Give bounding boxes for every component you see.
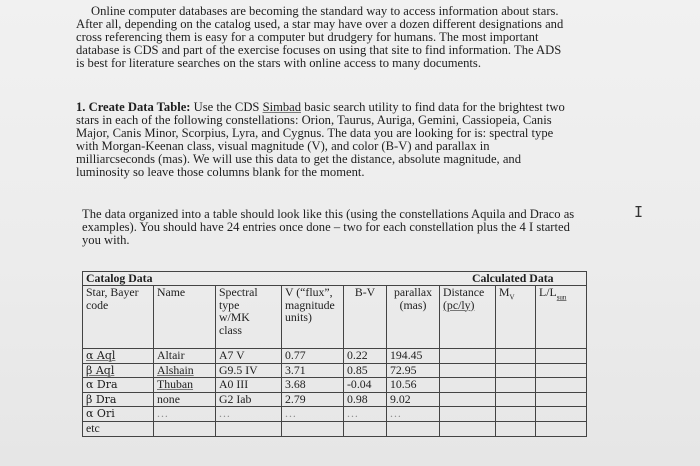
catalog-data-caption: Catalog Data: [83, 272, 216, 286]
cell-name: Alshain: [154, 363, 216, 378]
table-row: [83, 378, 587, 393]
cell-bv: 0.98: [344, 392, 387, 407]
cell-mv: [496, 363, 536, 378]
cell-code: β Dra: [83, 392, 154, 407]
cell-code: α Dra: [83, 378, 154, 393]
cell-mv: [496, 421, 536, 436]
cell-parallax: ...: [387, 407, 440, 422]
step2-line: examples). You should have 24 entries once done – two for each constellation plus the 4 I started: [82, 220, 570, 235]
cell-name: Altair: [154, 349, 216, 364]
cell-bv: [344, 421, 387, 436]
cell-parallax: 9.02: [387, 392, 440, 407]
cell-distance: [440, 392, 496, 407]
header-distance: Distance (pc/ly): [440, 286, 496, 349]
header-row: [83, 286, 587, 349]
text-cursor-icon: I: [634, 203, 644, 221]
calculated-data-caption: Calculated Data: [440, 272, 587, 286]
cell-bv: 0.22: [344, 349, 387, 364]
cell-code: α Aql: [83, 349, 154, 364]
header-star: Star, Bayer code: [83, 286, 154, 349]
intro-line: Online computer databases are becoming the standard way to access information about stars.: [91, 4, 559, 18]
cell-mv: [496, 392, 536, 407]
cell-v: 3.71: [282, 363, 344, 378]
step1-text: basic search utility to find data for the brightest two: [301, 100, 565, 114]
cell-v: ...: [282, 407, 344, 422]
table-row: [83, 349, 587, 364]
step1-title: 1. Create Data Table:: [76, 100, 191, 114]
cell-spectral: G2 Iab: [216, 392, 282, 407]
intro-line: database is CDS and part of the exercise focuses on using that site to find information. The ADS: [76, 43, 562, 58]
intro-paragraph: [76, 5, 563, 70]
cell-v: 0.77: [282, 349, 344, 364]
cell-parallax: [387, 421, 440, 436]
cell-distance: [440, 378, 496, 393]
simbad-link[interactable]: Simbad: [262, 100, 302, 114]
intro-line: cross referencing them is easy for a computer but drudgery for humans. The most important: [76, 30, 539, 45]
cell-spectral: ...: [216, 407, 282, 422]
cell-name: Thuban: [154, 378, 216, 393]
cell-luminosity: [536, 378, 587, 393]
cell-luminosity: [536, 349, 587, 364]
cell-parallax: 194.45: [387, 349, 440, 364]
cell-luminosity: [536, 421, 587, 436]
header-v-magnitude: V (“flux”, magnitude units): [282, 286, 344, 349]
step2-line: you with.: [82, 233, 130, 248]
cell-bv: ...: [344, 407, 387, 422]
cell-spectral: [216, 421, 282, 436]
header-mv: $M_V$: [496, 286, 536, 349]
cell-spectral: G9.5 IV: [216, 363, 282, 378]
step1-text: Use the CDS: [190, 100, 263, 114]
cell-name: [154, 421, 216, 436]
table-row: [83, 421, 587, 436]
cell-mv: [496, 407, 536, 422]
table-row: [83, 392, 587, 407]
cell-luminosity: [536, 363, 587, 378]
cell-bv: 0.85: [344, 363, 387, 378]
cell-luminosity: [536, 392, 587, 407]
cell-name: ...: [154, 407, 216, 422]
step1-line: milliarcseconds (mas). We will use this data to get the distance, absolute magnitude, and: [76, 152, 522, 167]
table-row: [83, 407, 587, 422]
cell-distance: [440, 349, 496, 364]
header-luminosity: $L/L_{sun}$: [536, 286, 587, 349]
cell-spectral: A7 V: [216, 349, 282, 364]
step1-line: with Morgan-Keenan class, visual magnitude (V), and color (B-V) and parallax in: [76, 139, 490, 154]
header-bv: B-V: [344, 286, 387, 349]
step1-paragraph: [76, 101, 565, 180]
step1-line: luminosity so leave those columns blank for the moment.: [76, 165, 365, 180]
cell-distance: [440, 363, 496, 378]
cell-bv: -0.04: [344, 378, 387, 393]
catalog-table: [82, 271, 587, 437]
table-row: [83, 363, 587, 378]
step2-paragraph: [82, 208, 574, 247]
intro-line: is best for literature searches on the stars with online access to many documents.: [76, 56, 481, 71]
cell-v: 2.79: [282, 392, 344, 407]
header-spectral: Spectral type w/MK class: [216, 286, 282, 349]
cell-v: [282, 421, 344, 436]
cell-name: none: [154, 392, 216, 407]
cell-mv: [496, 378, 536, 393]
caption-row: [83, 272, 587, 286]
step1-line: Major, Canis Minor, Scorpius, Lyra, and Cygnus. The data you are looking for is: spectral type: [76, 126, 554, 141]
cell-spectral: A0 III: [216, 378, 282, 393]
cell-parallax: 10.56: [387, 378, 440, 393]
cell-code: β Aql: [83, 363, 154, 378]
header-parallax: parallax (mas): [387, 286, 440, 349]
cell-parallax: 72.95: [387, 363, 440, 378]
step1-line: stars in each of the following constellations: Orion, Taurus, Auriga, Gemini, Cassiopeia, Canis: [76, 113, 552, 128]
cell-code: α Ori: [83, 407, 154, 422]
cell-luminosity: [536, 407, 587, 422]
cell-distance: [440, 421, 496, 436]
cell-code: etc: [83, 421, 154, 436]
cell-mv: [496, 349, 536, 364]
cell-distance: [440, 407, 496, 422]
step2-line: The data organized into a table should look like this (using the constellations Aquila and Draco as: [82, 207, 575, 221]
intro-line: After all, depending on the catalog used, a star may have over a dozen different designations and: [76, 17, 564, 32]
header-name: Name: [154, 286, 216, 349]
cell-v: 3.68: [282, 378, 344, 393]
